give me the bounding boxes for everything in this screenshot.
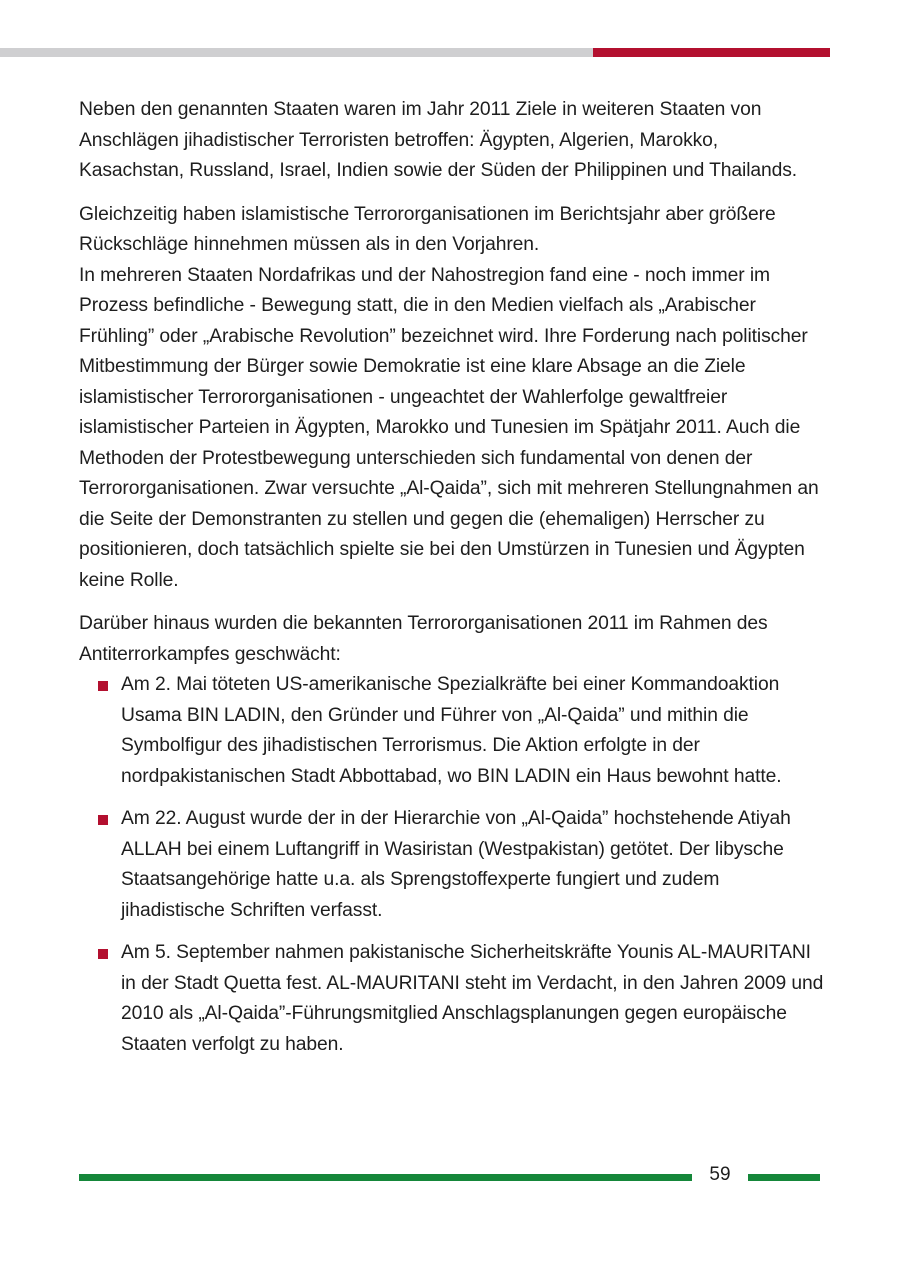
- list-item-text: Am 2. Mai töteten US-amerikanische Spezialkräfte bei einer Kommandoaktion Usama BIN LADIN, den Gründer und Führer von „Al-Qaida” und mithin die Symbolfigur des jihadistischen Terrorismus. Die Aktion erfolgte in der nordpakistanischen Stadt Abbottabad, wo BIN LADIN ein Haus bewohnt hatte.: [121, 674, 782, 787]
- list-item: [79, 804, 824, 926]
- paragraph-affected-states: Neben den genannten Staaten waren im Jahr 2011 Ziele in weiteren Staaten von Anschlägen jihadistischer Terroristen betroffen: Ägypten, Algerien, Marokko, Kasachstan, Russland, Israel, Indien sowie der Süden der Philippinen und Thailands.: [79, 99, 798, 181]
- list-item: [79, 938, 824, 1060]
- list-item-text: Am 5. September nahmen pakistanische Sicherheitskräfte Younis AL-MAURITANI in der Stadt Quetta fest. AL-MAURITANI steht im Verdacht, in den Jahren 2009 und 2010 als „Al-Qaida”-Führungsmitglied Anschlagsplanungen gegen europäische Staaten verfolgt zu haben.: [121, 942, 824, 1055]
- list-item: [79, 670, 824, 792]
- page-number: 59: [709, 1164, 731, 1185]
- paragraph-arab-spring: In mehreren Staaten Nordafrikas und der Nahostregion fand eine - noch immer im Prozess befindliche - Bewegung statt, die in den Medien vielfach als „Arabischer Frühling” oder „Arabische Revolution” bezeichnet wird. Ihre Forderung nach politischer Mitbestimmung der Bürger sowie Demokratie ist eine klare Absage an die Ziele islamistischer Terrororganisationen - ungeachtet der Wahlerfolge gewaltfreier islamistischer Parteien in Ägypten, Marokko und Tunesien im Spätjahr 2011. Auch die Methoden der Protestbewegung unterschieden sich fundamental von denen der Terrororganisationen. Zwar versuchte „Al-Qaida”, sich mit mehreren Stellungnahmen an die Seite der Demonstranten zu stellen und gegen die (ehemaligen) Herrscher zu positionieren, doch tatsächlich spielte sie bei den Umstürzen in Tunesien und Ägypten keine Rolle.: [79, 264, 819, 591]
- list-item-text: Am 22. August wurde der in der Hierarchie von „Al-Qaida” hochstehende Atiyah ALLAH bei einem Luftangriff in Wasiristan (Westpakistan) getötet. Der libysche Staatsangehörige hatte u.a. als Sprengstoffexperte fungiert und zudem jihadistische Schriften verfasst.: [121, 808, 791, 921]
- footer-divider-left: [79, 1174, 692, 1181]
- page-body: [79, 95, 824, 1072]
- square-bullet-icon: [98, 815, 108, 825]
- paragraph-setbacks: Gleichzeitig haben islamistische Terrororganisationen im Berichtsjahr aber größere Rückschläge hinnehmen müssen als in den Vorjahren.: [79, 203, 776, 255]
- header-divider-red: [593, 48, 830, 57]
- paragraph-counterterrorism-intro: Darüber hinaus wurden die bekannten Terrororganisationen 2011 im Rahmen des Antiterrorkampfes geschwächt:: [79, 613, 768, 665]
- bullet-list: [79, 670, 824, 1060]
- square-bullet-icon: [98, 681, 108, 691]
- square-bullet-icon: [98, 949, 108, 959]
- header-divider-gray: [0, 48, 593, 57]
- footer-divider-right: [748, 1174, 820, 1181]
